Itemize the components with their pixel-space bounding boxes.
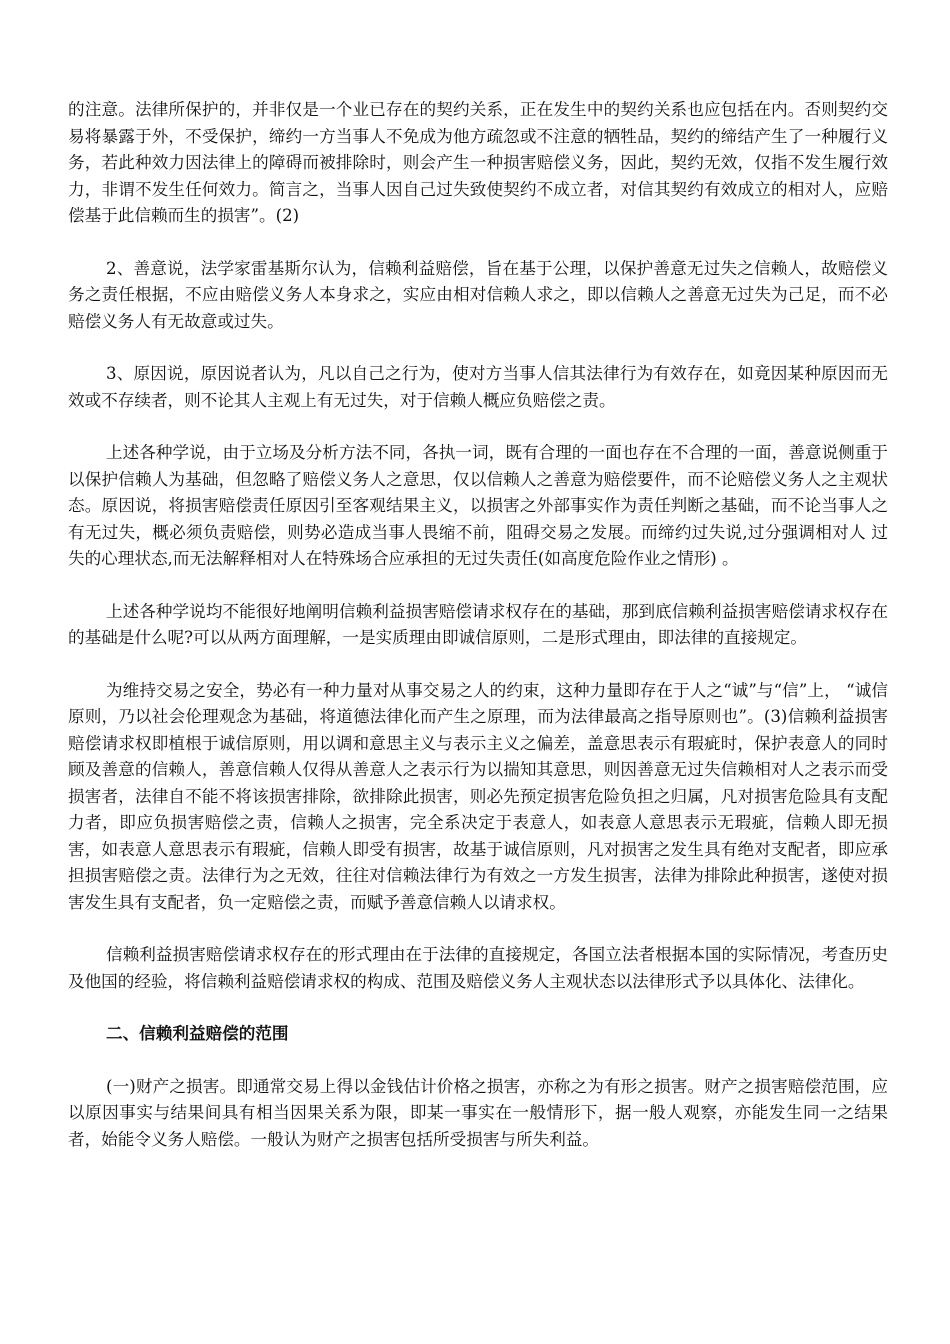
paragraph-3: 3、原因说，原因说者认为，凡以自己之行为，使对方当事人信其法律行为有效存在，如竟因某种原因而无效或不存续者，则不论其人主观上有无过失，对于信赖人概应负赔偿之责。 — [68, 364, 888, 410]
section-heading: 二、信赖利益赔偿的范围 — [106, 1024, 289, 1043]
paragraph-8: (一)财产之损害。即通常交易上得以金钱估计价格之损害，亦称之为有形之损害。财产之损害赔偿范围，应以原因事实与结果间具有相当因果关系为限，即某一事实在一般情形下，据一般人观察，亦能发生同一之结果者，始能令义务人赔偿。一般认为财产之损害包括所受损害与所失利益。 — [68, 1076, 888, 1149]
paragraph-7: 信赖利益损害赔偿请求权存在的形式理由在于法律的直接规定，各国立法者根据本国的实际情况，考查历史及他国的经验，将信赖利益赔偿请求权的构成、范围及赔偿义务人主观状态以法律形式予以具体化、法律化。 — [68, 945, 888, 991]
paragraph-1: 的注意。法律所保护的，并非仅是一个业已存在的契约关系，正在发生中的契约关系也应包括在内。否则契约交易将暴露于外，不受保护，缔约一方当事人不免成为他方疏忽或不注意的牺牲品，契约的缔结产生了一种履行义务，若此种效力因法律上的障碍而被排除时，则会产生一种损害赔偿义务，因此，契约无效，仅指不发生履行效力，非谓不发生任何效力。简言之，当事人因自己过失致使契约不成立者，对信其契约有效成立的相对人，应赔偿基于此信赖而生的损害”。(2) — [68, 100, 888, 225]
paragraph-2: 2、善意说，法学家雷基斯尔认为，信赖利益赔偿，旨在基于公理，以保护善意无过失之信赖人，故赔偿义务之责任根据，不应由赔偿义务人本身求之，实应由相对信赖人求之，即以信赖人之善意无过失为己足，而不必赔偿义务人有无故意或过失。 — [68, 258, 888, 331]
document-page — [68, 97, 888, 1179]
paragraph-5: 上述各种学说均不能很好地阐明信赖利益损害赔偿请求权存在的基础，那到底信赖利益损害赔偿请求权存在的基础是什么呢?可以从两方面理解，一是实质理由即诚信原则，二是形式理由，即法律的直接规定。 — [68, 601, 888, 647]
paragraph-6: 为维持交易之安全，势必有一种力量对从事交易之人的约束，这种力量即存在于人之“诚”与“信”上， “诚信原则，乃以社会伦理观念为基础，将道德法律化而产生之原理，而为法律最高之指导原则也”。(3)信赖利益损害赔偿请求权即植根于诚信原则，用以调和意思主义与表示主义之偏差，盖意思表示有瑕疵时，保护表意人的同时顾及善意的信赖人，善意信赖人仅得从善意人之表示行为以揣知其意思，则因善意无过失信赖相对人之表示而受损害者，法律自不能不将该损害排除，欲排除此损害，则必先预定损害危险负担之归属，凡对损害危险具有支配力者，即应负损害赔偿之责，信赖人之损害，完全系决定于表意人，如表意人意思表示无瑕疵，信赖人即无损害，如表意人意思表示有瑕疵，信赖人即受有损害，故基于诚信原则，凡对损害之发生具有绝对支配者，即应承担损害赔偿之责。法律行为之无效，往往对信赖法律行为有效之一方发生损害，法律为排除此种损害，遂使对损害发生具有支配者，负一定赔偿之责，而赋予善意信赖人以请求权。 — [68, 680, 888, 912]
paragraph-4: 上述各种学说，由于立场及分析方法不同，各执一词，既有合理的一面也存在不合理的一面，善意说侧重于以保护信赖人为基础，但忽略了赔偿义务人之意思，仅以信赖人之善意为赔偿要件，而不论赔偿义务人之主观状态。原因说，将损害赔偿责任原因引至客观结果主义，以损害之外部事实作为责任判断之基础，而不论当事人之有无过失，概必须负责赔偿，则势必造成当事人畏缩不前，阻碍交易之发展。而缔约过失说,过分强调相对人 过失的心理状态,而无法解释相对人在特殊场合应承担的无过失责任(如高度危险作业之情形) 。 — [68, 443, 888, 568]
